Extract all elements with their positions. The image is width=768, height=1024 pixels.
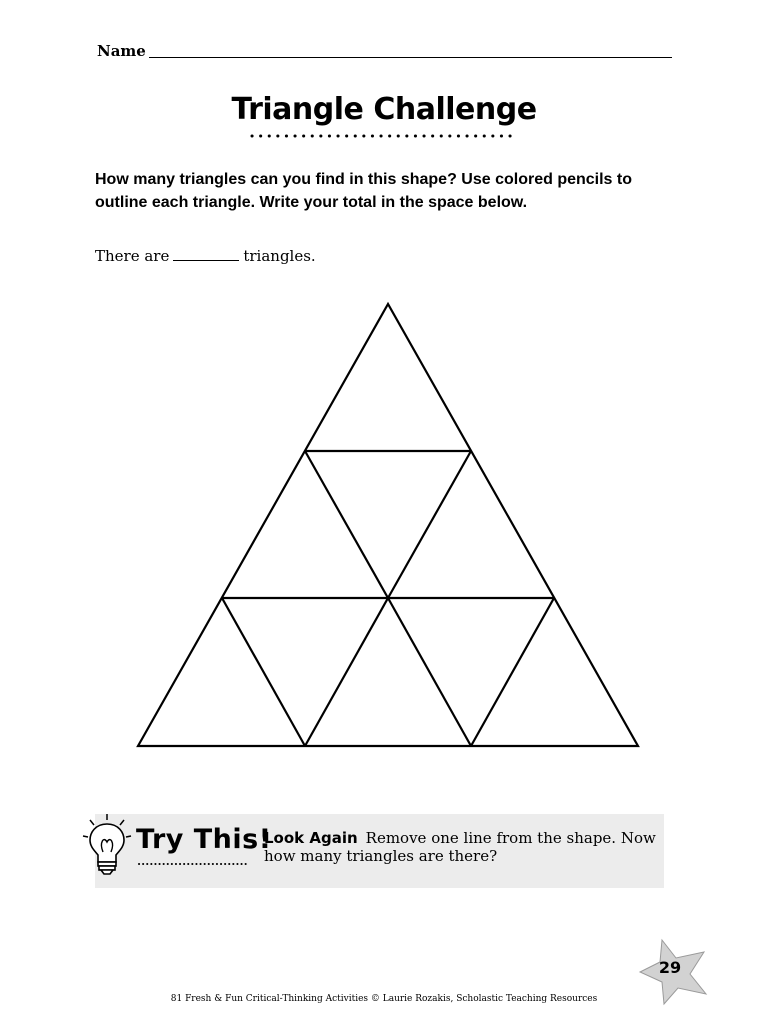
inner-line-f [471, 598, 554, 746]
page-number: 29 [658, 958, 682, 977]
inner-line-b [388, 451, 471, 598]
lightbulb-icon [82, 812, 132, 878]
answer-suffix: triangles. [243, 247, 316, 265]
try-this-heading: Look Again [264, 829, 358, 847]
outer-triangle [138, 304, 638, 746]
name-input-line[interactable] [149, 57, 672, 58]
try-this-text [264, 829, 656, 865]
footer-credit: 81 Fresh & Fun Critical-Thinking Activities © Laurie Rozakis, Scholastic Teaching Resources [170, 994, 598, 1004]
answer-line [95, 246, 316, 265]
triangle-figure [120, 290, 650, 760]
answer-prefix: There are [95, 247, 170, 265]
inner-line-a [305, 451, 388, 598]
try-this-title: Try This! [136, 824, 272, 855]
name-label: Name [97, 42, 146, 60]
inner-line-c [222, 598, 305, 746]
try-this-dotted-underline [138, 862, 250, 866]
inner-line-d [305, 598, 388, 746]
title-dotted-underline [250, 133, 520, 139]
answer-blank[interactable] [173, 246, 239, 261]
page-title: Triangle Challenge [231, 92, 537, 127]
try-this-body: Remove one line from the shape. Now how many triangles are there? [264, 829, 656, 865]
name-row [97, 40, 672, 62]
instructions: How many triangles can you find in this shape? Use colored pencils to outline each triangle. Write your total in the space below. [95, 171, 632, 211]
inner-line-e [388, 598, 471, 746]
